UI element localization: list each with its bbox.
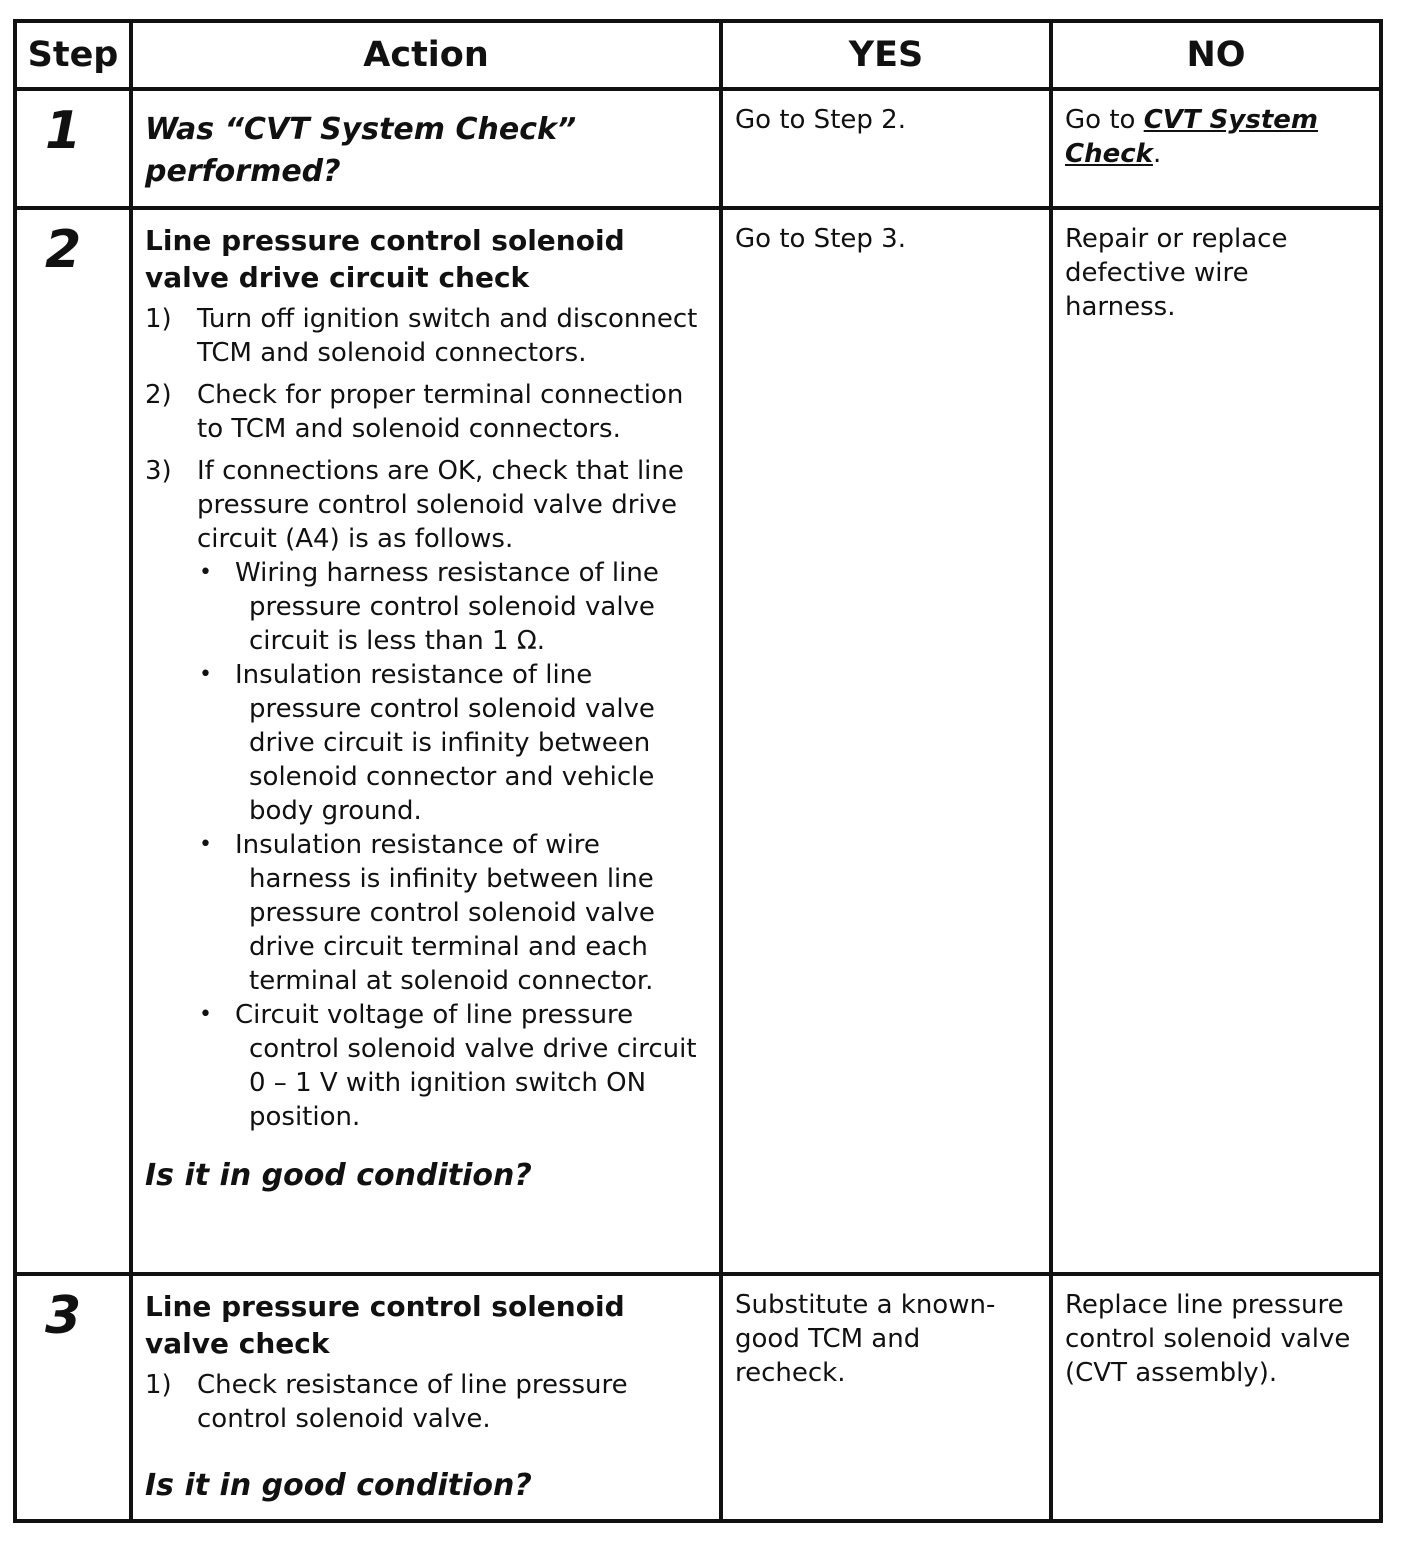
step-cell [15, 1274, 131, 1521]
table-row [15, 208, 1381, 1274]
cvt-system-check-link[interactable]: CVT System Check [1065, 105, 1318, 169]
condition-item [197, 998, 703, 1134]
procedure-text: Check for proper terminal connection to TCM and solenoid connectors. [197, 380, 684, 444]
procedure-number: 3) [145, 456, 172, 486]
condition-text: Insulation resistance of line pressure control solenoid valve drive circuit is infinity between solenoid connector and vehicle body ground. [235, 660, 655, 826]
yes-cell [721, 1274, 1051, 1521]
header-yes: YES [721, 21, 1051, 89]
step-cell [15, 208, 131, 1274]
procedure-number: 1) [145, 1370, 172, 1400]
header-no: NO [1051, 21, 1381, 89]
procedure-item [145, 1368, 703, 1436]
condition-item [197, 556, 703, 658]
no-prefix: Go to [1065, 105, 1144, 135]
action-title: Line pressure control solenoid valve check [145, 1290, 625, 1360]
step-number: 2 [45, 220, 82, 280]
action-cell [131, 1274, 721, 1521]
procedure-number: 1) [145, 304, 172, 334]
header-step: Step [15, 21, 131, 89]
step-cell [15, 89, 131, 208]
no-text [1053, 91, 1379, 171]
condition-text: Insulation resistance of wire harness is infinity between line pressure control solenoid valve drive circuit terminal and each terminal at solenoid connector. [235, 830, 655, 996]
action-question: Is it in good condition? [145, 1158, 532, 1193]
header-row [15, 21, 1381, 89]
bullet-icon: • [199, 662, 212, 687]
procedure-text: Turn off ignition switch and disconnect TCM and solenoid connectors. [197, 304, 698, 368]
condition-text: Wiring harness resistance of line pressure control solenoid valve circuit is less than 1 Ω. [235, 558, 659, 656]
yes-text: Go to Step 2. [735, 105, 906, 135]
no-text: Repair or replace defective wire harness. [1065, 224, 1288, 322]
procedure-text: Check resistance of line pressure control solenoid valve. [197, 1370, 628, 1434]
no-suffix: . [1152, 139, 1162, 169]
procedure-item [145, 378, 703, 446]
procedure-list [145, 302, 703, 1134]
action-cell [131, 208, 721, 1274]
no-cell [1051, 89, 1381, 208]
yes-cell [721, 89, 1051, 208]
step-number: 1 [45, 101, 82, 161]
action-question: Was “CVT System Check” performed? [145, 112, 577, 189]
procedure-item [145, 454, 703, 1134]
procedure-text: If connections are OK, check that line pressure control solenoid valve drive circuit (A4) is as follows. [197, 456, 684, 554]
action-title: Line pressure control solenoid valve drive circuit check [145, 224, 625, 294]
table-row [15, 89, 1381, 208]
yes-text: Go to Step 3. [735, 224, 906, 254]
step-number: 3 [45, 1286, 82, 1346]
no-text: Replace line pressure control solenoid valve (CVT assembly). [1065, 1290, 1351, 1388]
no-cell [1051, 208, 1381, 1274]
yes-cell [721, 208, 1051, 1274]
action-question: Is it in good condition? [145, 1468, 532, 1503]
procedure-list [145, 1368, 703, 1436]
yes-text: Substitute a known-good TCM and recheck. [735, 1290, 996, 1388]
no-cell [1051, 1274, 1381, 1521]
condition-list [197, 556, 703, 1134]
header-action: Action [131, 21, 721, 89]
procedure-number: 2) [145, 380, 172, 410]
bullet-icon: • [199, 1002, 212, 1027]
condition-item [197, 658, 703, 828]
bullet-icon: • [199, 832, 212, 857]
diagnostic-table [13, 19, 1383, 1523]
condition-item [197, 828, 703, 998]
condition-text: Circuit voltage of line pressure control solenoid valve drive circuit 0 – 1 V with ignition switch ON position. [235, 1000, 697, 1132]
bullet-icon: • [199, 560, 212, 585]
table-row [15, 1274, 1381, 1521]
action-cell [131, 89, 721, 208]
procedure-item [145, 302, 703, 370]
